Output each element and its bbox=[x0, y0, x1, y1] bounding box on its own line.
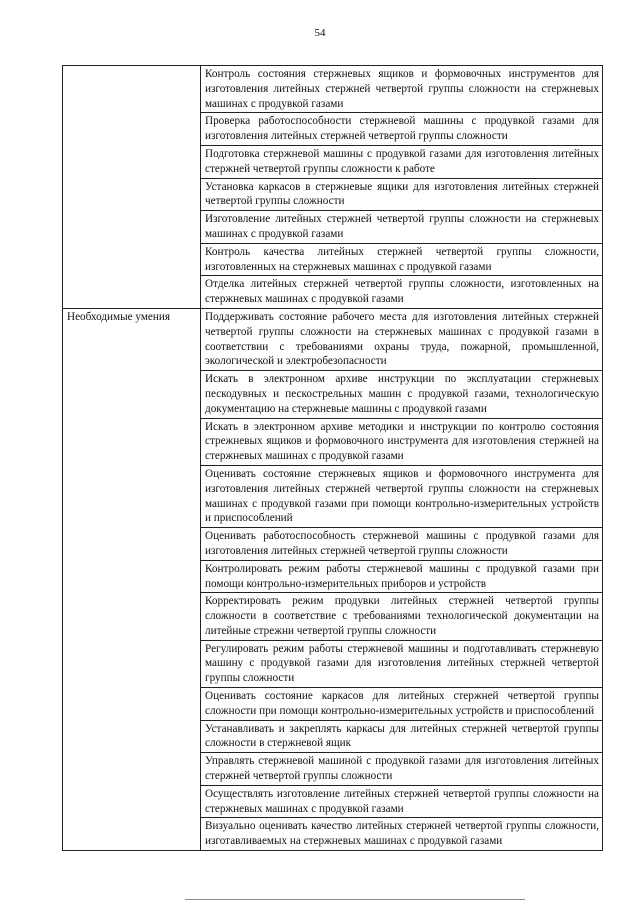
section-label bbox=[63, 66, 201, 309]
list-item: Корректировать режим продувки литейных стержней четвертой группы сложности в соответствие с требованиями технологической документации на литейные стрежни четвертой группы сложности bbox=[201, 593, 603, 640]
section-label: Необходимые умения bbox=[63, 308, 201, 850]
list-item: Отделка литейных стержней четвертой группы сложности, изготовленных на стержневых машинах с продувкой газами bbox=[201, 276, 603, 309]
list-item: Установка каркасов в стержневые ящики для изготовления литейных стержней четвертой группы сложности bbox=[201, 178, 603, 211]
list-item: Осуществлять изготовление литейных стержней четвертой группы сложности на стержневых машинах с продувкой газами bbox=[201, 785, 603, 818]
page-number: 54 bbox=[314, 27, 326, 39]
list-item: Подготовка стержневой машины с продувкой газами для изготовления литейных стержней четвертой группы сложности к работе bbox=[201, 145, 603, 178]
list-item: Искать в электронном архиве методики и инструкции по контролю состояния стрежневых ящиков и формовочного инструмента для изготовления стержней на стержневых машинах с продувкой газами bbox=[201, 418, 603, 465]
list-item: Поддерживать состояние рабочего места для изготовления литейных стержней четвертой группы сложности на стержневых машинах с продувкой газами в соответствии с требованиями охраны труда, пожарной, промышленной, экологической и электробезопасности bbox=[201, 308, 603, 370]
list-item: Оценивать состояние стержневых ящиков и формовочного инструмента для изготовления литейных стержней четвертой группы сложности на стержневых машинах с продувкой газами при помощи контрольно-измерительных устройств и приспособлений bbox=[201, 465, 603, 527]
list-item: Проверка работоспособности стержневой машины с продувкой газами для изготовления литейных стержней четвертой группы сложности bbox=[201, 113, 603, 146]
list-item: Управлять стержневой машиной с продувкой газами для изготовления литейных стержней четвертой группы сложности bbox=[201, 753, 603, 786]
list-item: Визуально оценивать качество литейных стержней четвертой группы сложности, изготавливаемых на стержневых машинах с продувкой газами bbox=[201, 818, 603, 851]
list-item: Оценивать работоспособность стержневой машины с продувкой газами для изготовления литейных стержней четвертой группы сложности bbox=[201, 528, 603, 561]
page-bottom-rule bbox=[185, 899, 525, 900]
list-item: Контроль состояния стержневых ящиков и формовочных инструментов для изготовления литейных стержней четвертой группы сложности на стержневых машинах с продувкой газами bbox=[201, 66, 603, 113]
table-row bbox=[63, 66, 603, 113]
table-row bbox=[63, 308, 603, 370]
list-item: Оценивать состояние каркасов для литейных стержней четвертой группы сложности при помощи контрольно-измерительных устройств и приспособлений bbox=[201, 688, 603, 721]
list-item: Регулировать режим работы стержневой машины и подготавливать стержневую машину с продувкой газами для изготовления литейных стержней четвертой группы сложности bbox=[201, 640, 603, 687]
list-item: Контроль качества литейных стержней четвертой группы сложности, изготовленных на стержневых машинах с продувкой газами bbox=[201, 243, 603, 276]
list-item: Устанавливать и закреплять каркасы для литейных стержней четвертой группы сложности в стержневой ящик bbox=[201, 720, 603, 753]
list-item: Контролировать режим работы стержневой машины с продувкой газами при помощи контрольно-измерительных приборов и устройств bbox=[201, 560, 603, 593]
list-item: Искать в электронном архиве инструкции по эксплуатации стержневых пескодувных и пескострельных машин с продувкой газами, технологическую документацию на стержневые машины с продувкой газами bbox=[201, 371, 603, 418]
list-item: Изготовление литейных стержней четвертой группы сложности на стержневых машинах с продувкой газами bbox=[201, 211, 603, 244]
requirements-table bbox=[62, 65, 603, 851]
